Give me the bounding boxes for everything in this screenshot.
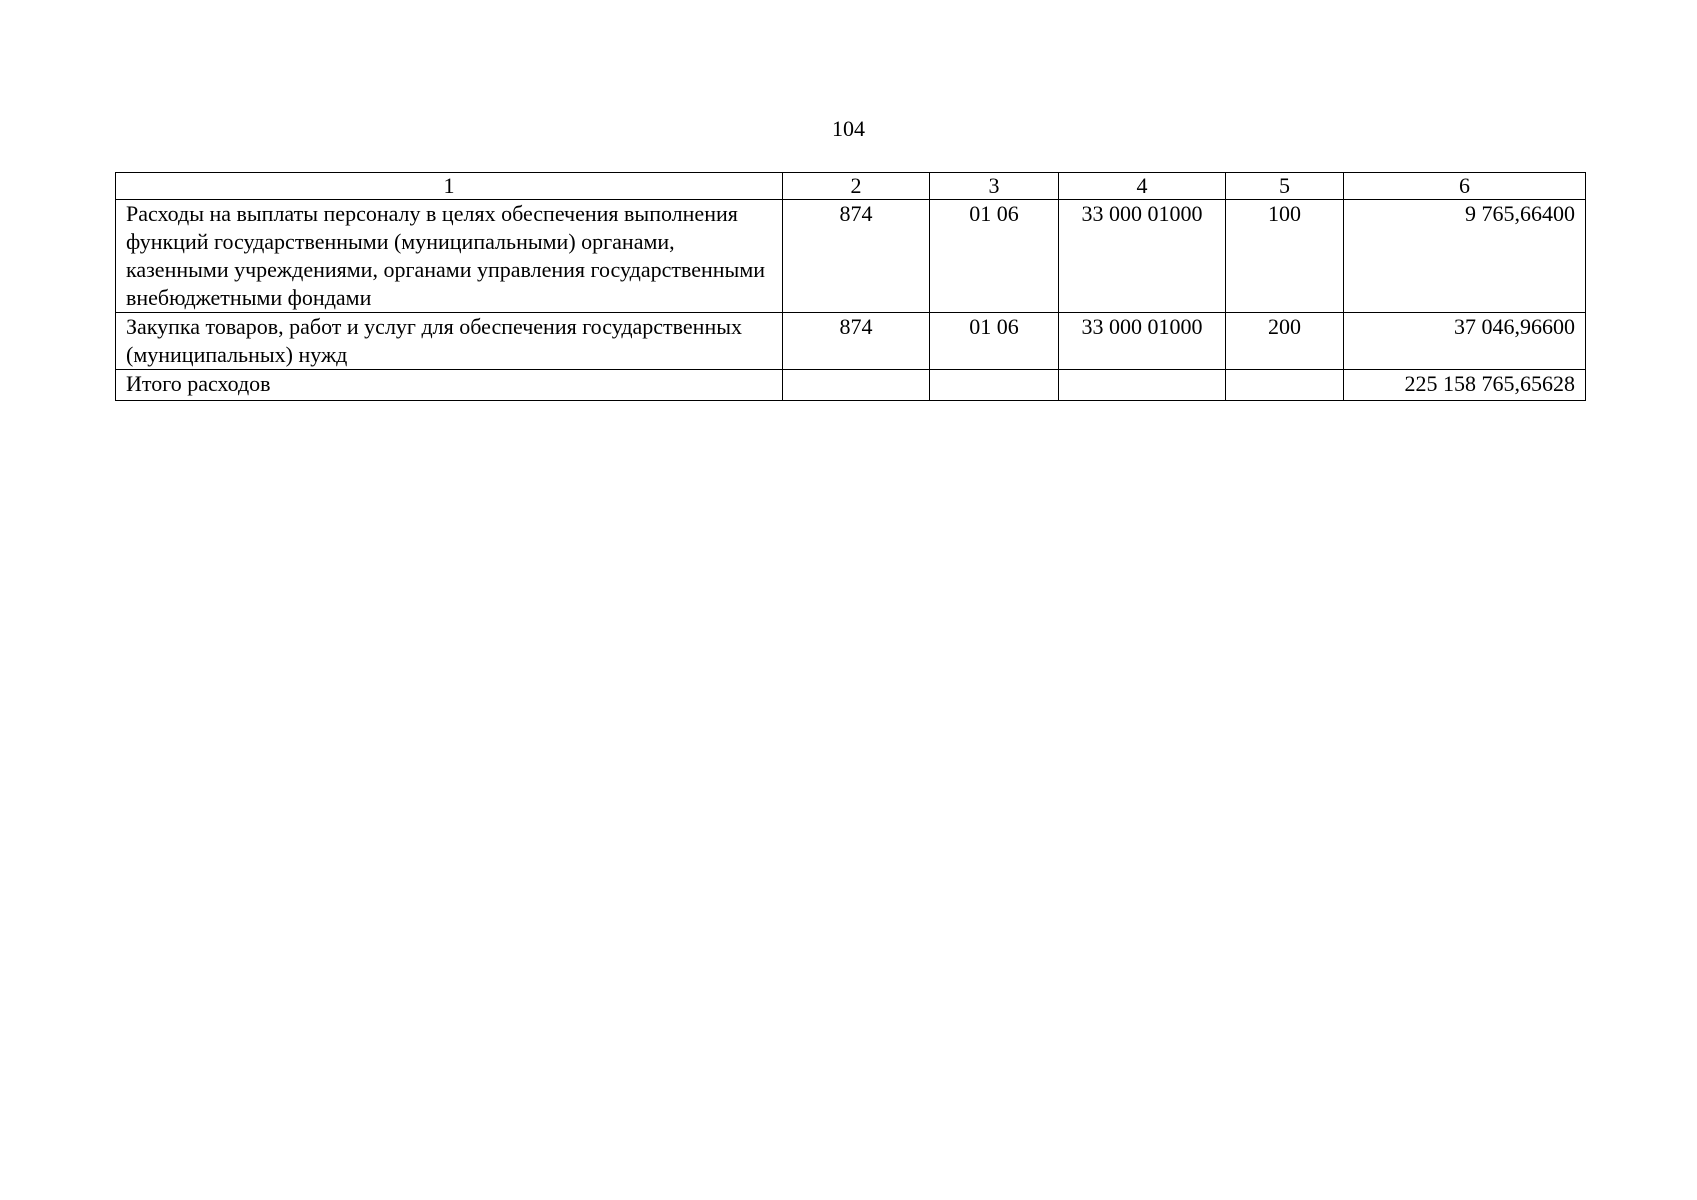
empty-cell xyxy=(930,370,1059,401)
section-code: 01 06 xyxy=(930,200,1059,313)
expense-name: Расходы на выплаты персоналу в целях обеспечения выполнения функций государственными (муниципальными) органами, казенными учреждениями, органами управления государственными внебюджетными фондами xyxy=(116,200,783,313)
column-header: 3 xyxy=(930,173,1059,200)
expense-type-code: 200 xyxy=(1226,313,1344,370)
column-header: 6 xyxy=(1344,173,1586,200)
column-header: 4 xyxy=(1059,173,1226,200)
expense-name: Закупка товаров, работ и услуг для обеспечения государственных (муниципальных) нужд xyxy=(116,313,783,370)
expenditure-table xyxy=(115,172,1586,401)
department-code: 874 xyxy=(783,200,930,313)
table-header-row xyxy=(116,173,1586,200)
amount: 37 046,96600 xyxy=(1344,313,1586,370)
expense-type-code: 100 xyxy=(1226,200,1344,313)
empty-cell xyxy=(1226,370,1344,401)
table-row xyxy=(116,200,1586,313)
total-label: Итого расходов xyxy=(116,370,783,401)
empty-cell xyxy=(1059,370,1226,401)
column-header: 5 xyxy=(1226,173,1344,200)
total-row xyxy=(116,370,1586,401)
target-article-code: 33 000 01000 xyxy=(1059,313,1226,370)
section-code: 01 06 xyxy=(930,313,1059,370)
column-header: 1 xyxy=(116,173,783,200)
amount: 9 765,66400 xyxy=(1344,200,1586,313)
page-number: 104 xyxy=(832,116,865,141)
column-header: 2 xyxy=(783,173,930,200)
table-row xyxy=(116,313,1586,370)
total-amount: 225 158 765,65628 xyxy=(1344,370,1586,401)
target-article-code: 33 000 01000 xyxy=(1059,200,1226,313)
department-code: 874 xyxy=(783,313,930,370)
empty-cell xyxy=(783,370,930,401)
